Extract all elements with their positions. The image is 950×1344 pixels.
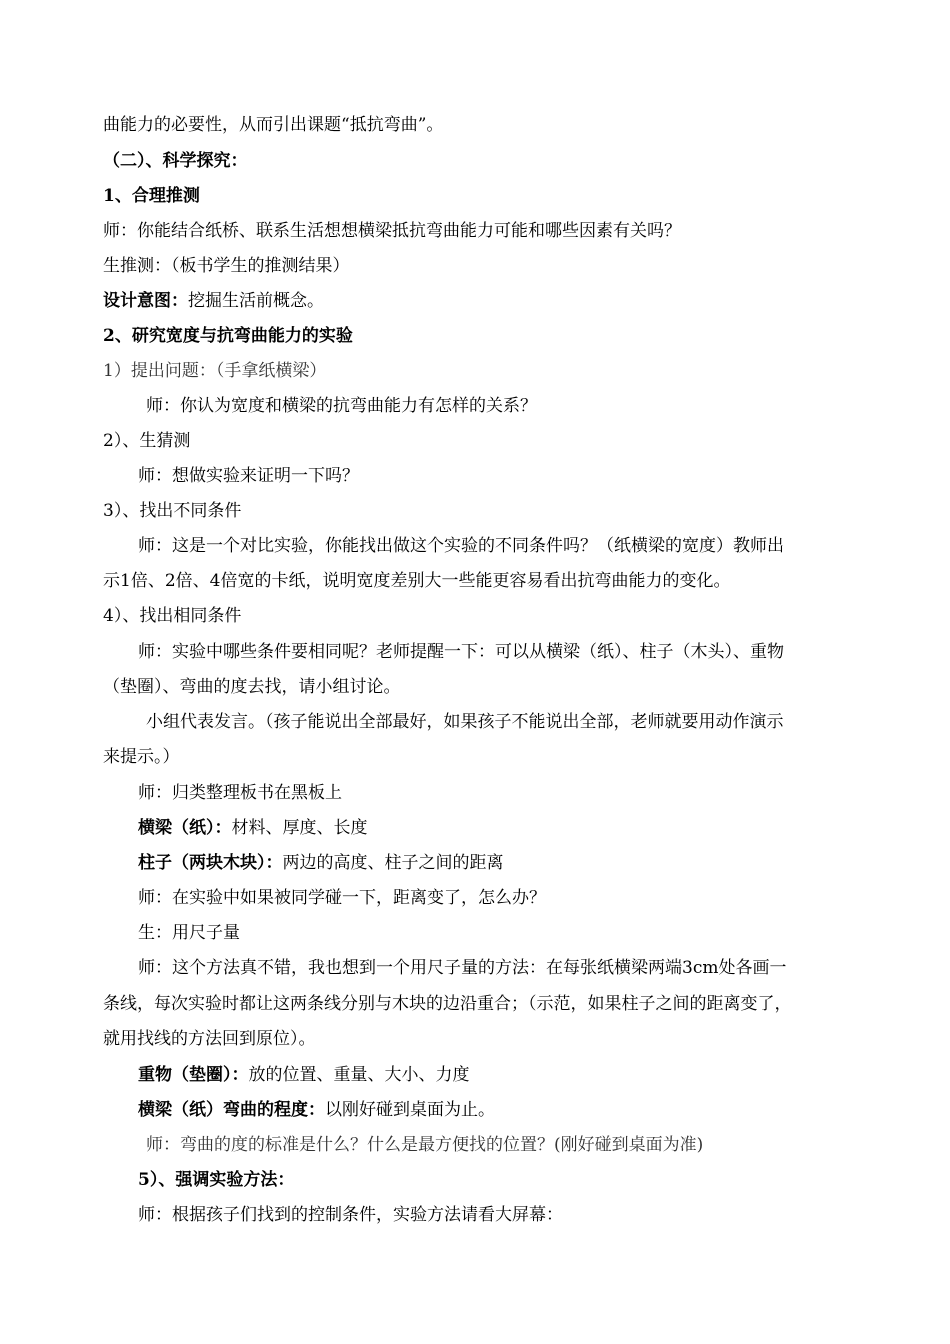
teacher-different-conditions-2: 示1倍、2倍、4倍宽的卡纸，说明宽度差别大一些能更容易看出抗弯曲能力的变化。 bbox=[103, 571, 731, 591]
teacher-see-screen: 师：根据孩子们找到的控制条件，实验方法请看大屏幕： bbox=[138, 1205, 563, 1225]
condition-pillar bbox=[138, 851, 504, 875]
condition-pillar-label: 柱子（两块木块）： bbox=[138, 853, 283, 873]
condition-beam-text: 材料、厚度、长度 bbox=[231, 818, 368, 838]
step-student-guess: 2）、生猜测 bbox=[103, 431, 191, 451]
heading-width-experiment: 2、研究宽度与抗弯曲能力的实验 bbox=[103, 326, 353, 346]
condition-weight-text: 放的位置、重量、大小、力度 bbox=[248, 1065, 470, 1085]
condition-bend-text: 以刚好碰到桌面为止。 bbox=[325, 1100, 495, 1120]
step-raise-question: 1）提出问题：（手拿纸横梁） bbox=[103, 361, 327, 381]
teacher-bend-standard: 师：弯曲的度的标准是什么？什么是最方便找的位置？(刚好碰到桌面为准) bbox=[146, 1135, 704, 1155]
teacher-different-conditions-1: 师：这是一个对比实验，你能找出做这个实验的不同条件吗？（纸横梁的宽度）教师出 bbox=[138, 536, 784, 556]
teacher-same-conditions-2: （垫圈）、弯曲的度去找，请小组讨论。 bbox=[103, 677, 401, 697]
teacher-ruler-method-2: 条线，每次实验时都让这两条线分别与木块的边沿重合；（示范，如果柱子之间的距离变了， bbox=[103, 994, 792, 1014]
group-speaker-1: 小组代表发言。（孩子能说出全部最好，如果孩子不能说出全部，老师就要用动作演示 bbox=[146, 712, 784, 732]
heading-reasonable-guess: 1、合理推测 bbox=[103, 186, 200, 206]
step-emphasize-method: 5）、强调实验方法： bbox=[138, 1170, 295, 1190]
condition-beam bbox=[138, 816, 368, 840]
design-intent-text: 挖掘生活前概念。 bbox=[188, 291, 324, 311]
condition-weight-label: 重物（垫圈）： bbox=[138, 1065, 249, 1085]
condition-beam-label: 横梁（纸）： bbox=[138, 818, 232, 838]
step-same-conditions: 4）、找出相同条件 bbox=[103, 606, 242, 626]
teacher-ruler-method-3: 就用找线的方法回到原位）。 bbox=[103, 1029, 316, 1049]
design-intent-label: 设计意图： bbox=[103, 291, 188, 311]
para-intro-end: 曲能力的必要性，从而引出课题“抵抗弯曲”。 bbox=[103, 115, 444, 135]
teacher-want-experiment: 师：想做实验来证明一下吗？ bbox=[138, 466, 359, 486]
teacher-question-factors: 师：你能结合纸桥、联系生活想想横梁抵抗弯曲能力可能和哪些因素有关吗？ bbox=[103, 221, 681, 241]
teacher-ruler-method-1: 师：这个方法真不错，我也想到一个用尺子量的方法：在每张纸横梁两端3cm处各画一 bbox=[138, 958, 787, 978]
condition-pillar-text: 两边的高度、柱子之间的距离 bbox=[282, 853, 504, 873]
condition-weight bbox=[138, 1063, 470, 1087]
teacher-same-conditions-1: 师：实验中哪些条件要相同呢？老师提醒一下：可以从横梁（纸）、柱子（木头）、重物 bbox=[138, 642, 784, 662]
section-heading-science-inquiry: （二）、科学探究： bbox=[103, 151, 248, 171]
student-use-ruler: 生：用尺子量 bbox=[138, 923, 240, 943]
teacher-question-width: 师：你认为宽度和横梁的抗弯曲能力有怎样的关系？ bbox=[146, 396, 537, 416]
group-speaker-2: 来提示。） bbox=[103, 747, 180, 767]
condition-bend-label: 横梁（纸）弯曲的程度： bbox=[138, 1100, 325, 1120]
design-intent bbox=[103, 289, 324, 313]
teacher-board-summary: 师：归类整理板书在黑板上 bbox=[138, 783, 342, 803]
teacher-distance-changed: 师：在实验中如果被同学碰一下，距离变了，怎么办？ bbox=[138, 888, 546, 908]
student-guess: 生推测：（板书学生的推测结果） bbox=[103, 256, 350, 276]
condition-bend bbox=[138, 1098, 495, 1122]
step-different-conditions: 3）、找出不同条件 bbox=[103, 501, 242, 521]
